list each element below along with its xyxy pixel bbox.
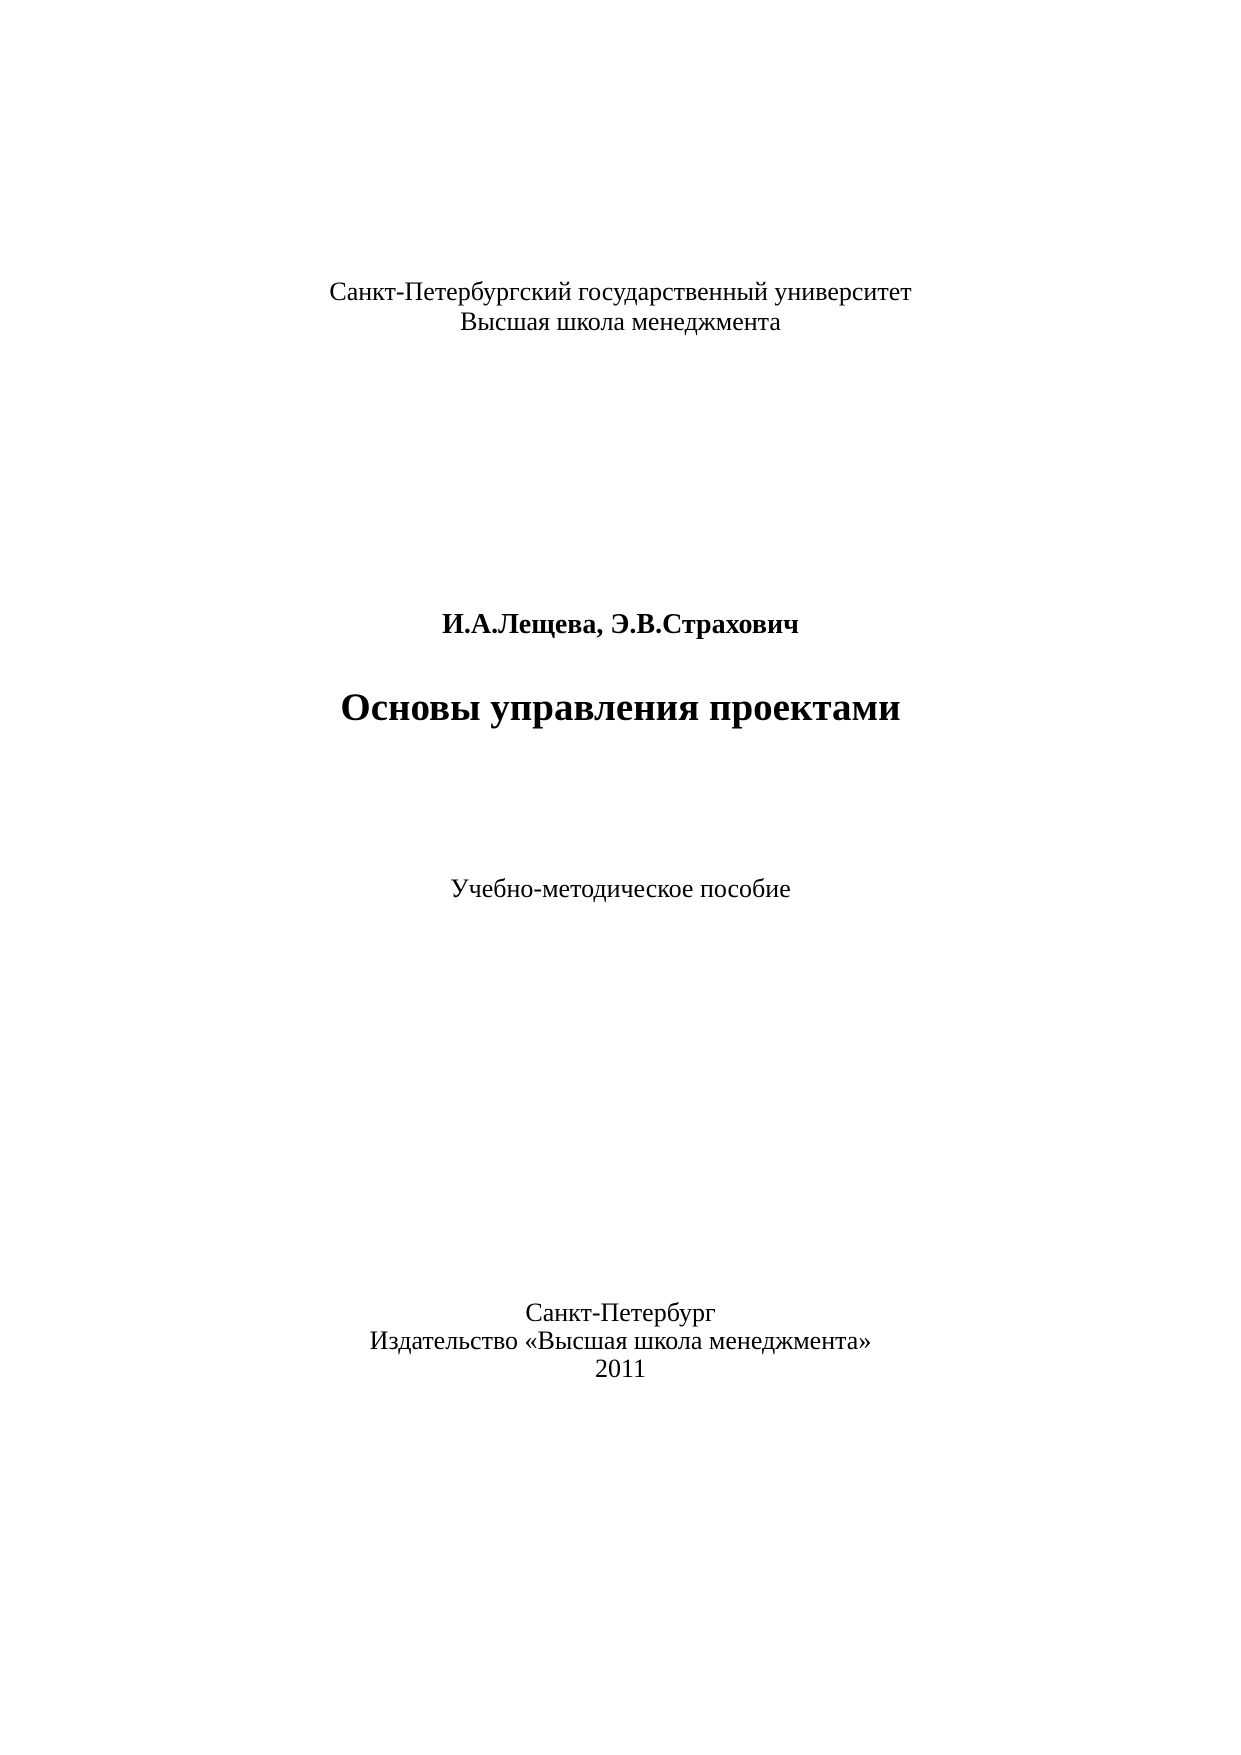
imprint-city: Санкт-Петербург [525, 1298, 716, 1327]
school-name: Высшая школа менеджмента [460, 307, 781, 336]
authors: И.А.Лещева, Э.В.Страхович [442, 609, 799, 640]
university-name: Санкт-Петербургский государственный университет [329, 277, 912, 306]
book-subtitle: Учебно-методическое пособие [450, 874, 791, 903]
book-title: Основы управления проектами [340, 686, 901, 729]
imprint-year: 2011 [594, 1354, 647, 1383]
imprint-publisher: Издательство «Высшая школа менеджмента» [369, 1326, 872, 1355]
